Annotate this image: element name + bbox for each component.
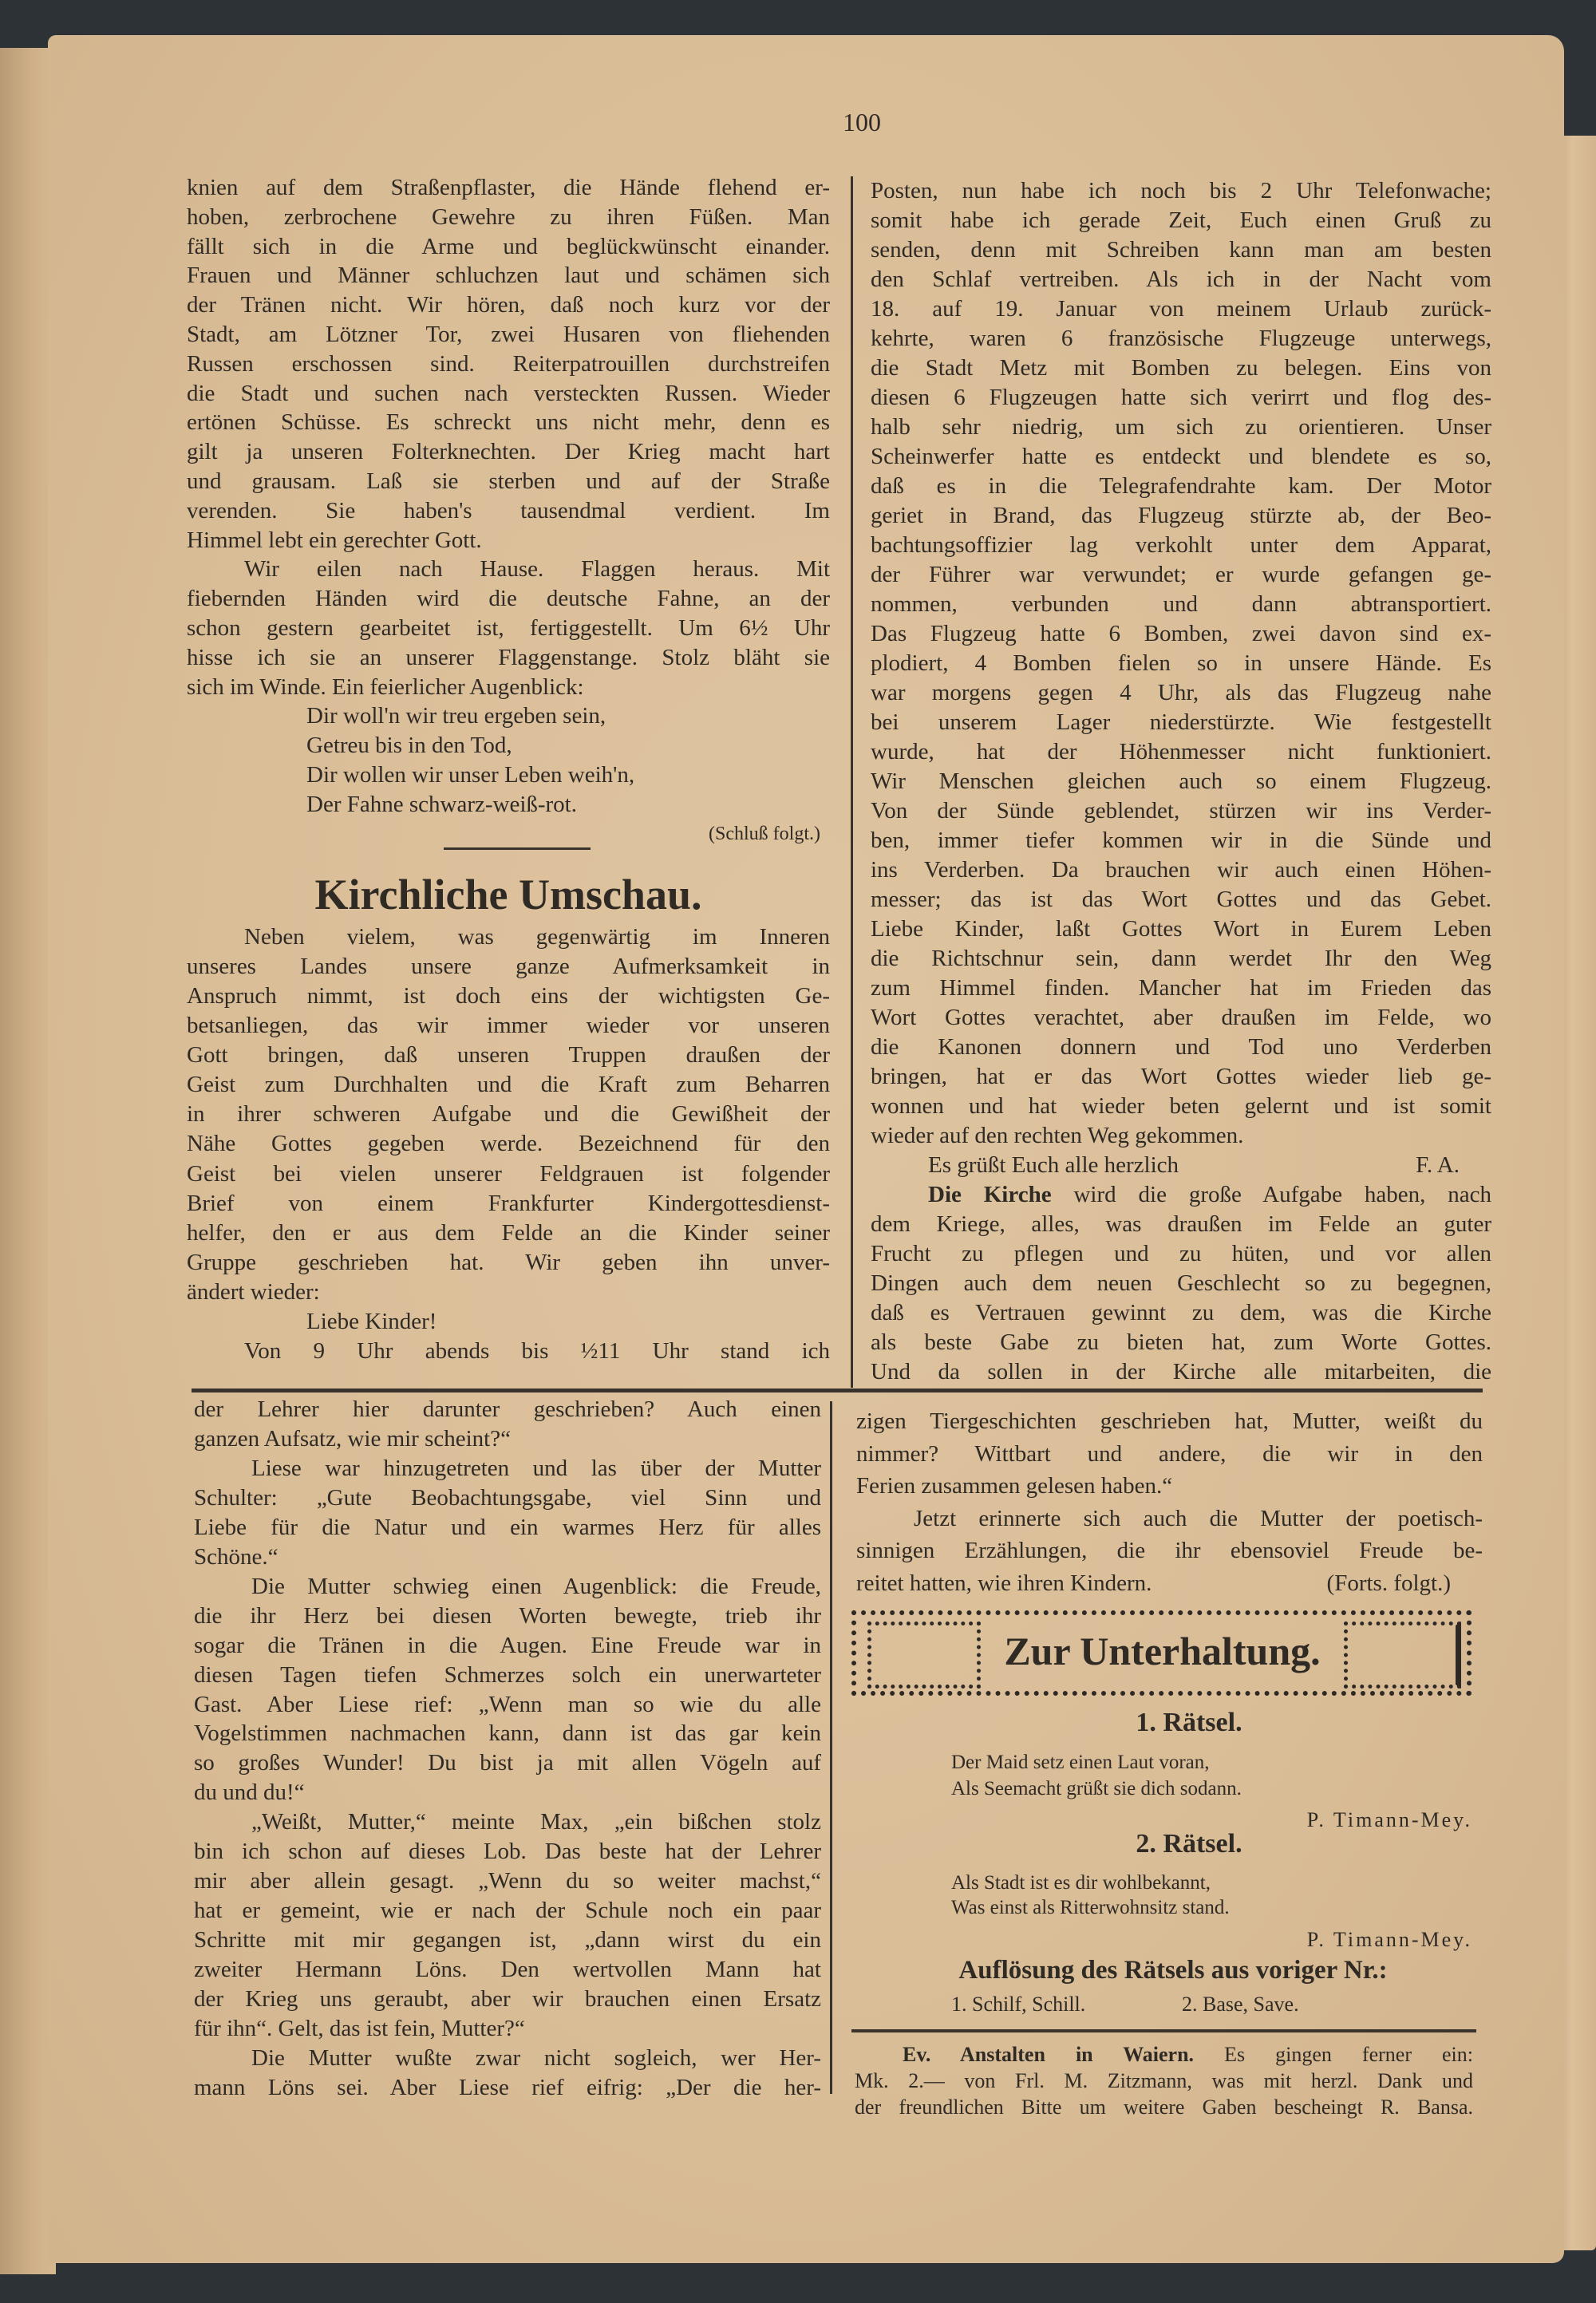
text-line: in ihrer schweren Aufgabe und die Gewißheit der xyxy=(187,1101,830,1128)
riddle-1-author: P. Timann-Mey. xyxy=(1306,1808,1472,1831)
text-line: wonnen und hat wieder beten gelernt und ist somit xyxy=(871,1093,1491,1119)
text-line: daß es in die Telegrafendrahte kam. Der Motor xyxy=(871,473,1491,499)
poem-line: Getreu bis in den Tod, xyxy=(306,733,512,759)
text-line: diesen 6 Flugzeugen hatte sich verirrt und flog des- xyxy=(871,385,1491,410)
text-line: Liebe für die Natur und ein warmes Herz für alles xyxy=(194,1514,821,1540)
text-line: bei unserem Lager niederstürzte. Wie festgestellt xyxy=(871,709,1491,735)
notice-waiern xyxy=(855,2041,1473,2120)
notice-title: Ev. Anstalten in Waiern. xyxy=(903,2043,1195,2066)
riddle-1-title: 1. Rätsel. xyxy=(1136,1708,1242,1737)
text-line: Schöne.“ xyxy=(194,1543,279,1570)
text-line: die Stadt und suchen nach versteckten Russen. Wieder xyxy=(187,380,830,406)
text-line: zweiter Hermann Löns. Den wertvollen Mann hat xyxy=(194,1957,821,1983)
text-line: Geist zum Durchhalten und die Kraft zum Beharren xyxy=(187,1072,830,1098)
text-line: 18. auf 19. Januar von meinem Urlaub zurück- xyxy=(871,296,1491,322)
text-line: und grausam. Laß sie sterben und auf der Straße xyxy=(187,468,830,494)
text-line: für ihn“. Gelt, das ist fein, Mutter?“ xyxy=(194,2016,525,2042)
page-number: 100 xyxy=(843,108,881,136)
text-line: kehrte, waren 6 französische Flugzeuge unterwegs, xyxy=(871,326,1491,351)
text-line: dem Kriege, alles, was draußen im Felde an guter xyxy=(871,1211,1491,1237)
text-line: helfer, den er aus dem Felde an die Kinder seiner xyxy=(187,1219,830,1246)
text-line: Liebe Kinder, laßt Gottes Wort in Eurem Leben xyxy=(871,916,1491,942)
ornament-box-left xyxy=(867,1622,981,1689)
text-line: so großes Wunder! Du bist ja mit allen Vögeln auf xyxy=(194,1750,821,1776)
church-paragraphs xyxy=(187,922,830,1307)
text-line: Das Flugzeug hatte 6 Bomben, zwei davon sind ex- xyxy=(871,621,1491,646)
text-line: geriet in Brand, das Flugzeug stürzte ab, der Beo- xyxy=(871,503,1491,528)
riddle-2-line: Als Stadt ist es dir wohlbekannt, xyxy=(951,1872,1211,1894)
text-line: diesen Tagen tiefen Schmerzes solch ein unerwarteter xyxy=(194,1661,821,1688)
section-heading-zur-unterhaltung: Zur Unterhaltung. xyxy=(1004,1629,1321,1673)
text-line: Posten, nun habe ich noch bis 2 Uhr Telefonwache; xyxy=(871,178,1491,203)
text-line: betsanliegen, das wir immer wieder vor unseren xyxy=(187,1013,830,1039)
poem-line: Dir wollen wir unser Leben weih'n, xyxy=(306,761,635,788)
riddle-1-line: Als Seemacht grüßt sie dich sodann. xyxy=(951,1778,1242,1799)
text-line: bachtungsoffizier lag verkohlt unter dem Apparat, xyxy=(871,532,1491,558)
text-line: schon gestern gearbeitet ist, fertiggestellt. Um 6½ Uhr xyxy=(187,614,830,641)
text-line: Russen erschossen sind. Reiterpatrouillen durchstreifen xyxy=(187,350,830,377)
text-line: Anspruch nimmt, ist doch eins der wichtigsten Ge- xyxy=(187,983,830,1009)
section-heading-kirchliche-umschau: Kirchliche Umschau. xyxy=(314,871,702,918)
serial-story-continued xyxy=(856,1405,1483,1599)
riddle-solution-1: 1. Schilf, Schill. xyxy=(951,1993,1086,2016)
text-line: als beste Gabe zu bieten hat, zum Worte Gottes. xyxy=(871,1329,1491,1355)
text-line: mir aber allein gesagt. „Wenn du so weiter machst,“ xyxy=(194,1868,821,1894)
text-line: mann Löns sei. Aber Liese rief eifrig: „Der die her- xyxy=(194,2074,821,2100)
trailing-note: F. A. xyxy=(1416,1152,1460,1178)
text-line: somit habe ich gerade Zeit, Euch einen Gruß zu xyxy=(871,207,1491,233)
text-line: ben, immer tiefer kommen wir in die Sünde und xyxy=(871,828,1491,853)
riddle-solution-2: 2. Base, Save. xyxy=(1182,1993,1299,2016)
letter-salutation: Liebe Kinder! xyxy=(306,1308,437,1334)
text-line: der Tränen nicht. Wir hören, daß noch kurz vor der xyxy=(187,292,830,318)
column-divider xyxy=(851,176,853,1388)
text-line: sinnigen Erzählungen, die ihr ebensoviel Freude be- xyxy=(856,1538,1483,1563)
text-line: nimmer? Wittbart und andere, die wir in den xyxy=(856,1440,1483,1467)
serial-story-paragraphs xyxy=(194,1395,821,2103)
text-line: zigen Tiergeschichten geschrieben hat, Mutter, weißt du xyxy=(856,1408,1483,1434)
text-line: du und du!“ xyxy=(194,1780,305,1806)
text-line: Die Kirche wird die große Aufgabe haben, nach xyxy=(928,1182,1491,1207)
text-line: hisse ich sie an unserer Flaggenstange. Stolz bläht sie xyxy=(187,644,830,670)
text-line: ins Verderben. Da brauchen wir auch einen Höhen- xyxy=(871,857,1491,883)
text-line: fällt sich in die Arme und beglückwünscht einander. xyxy=(187,233,830,259)
text-line: Vogelstimmen nachmachen kann, dann ist das gar kein xyxy=(194,1720,821,1747)
text-line: Schritte mit mir gegangen ist, „dann wirst du ein xyxy=(194,1927,821,1953)
ornament-box-right xyxy=(1344,1622,1461,1689)
letter-start xyxy=(187,1337,830,1366)
continuation-note: (Schluß folgt.) xyxy=(709,823,820,844)
text-line: Gast. Aber Liese rief: „Wenn man so wie du alle xyxy=(194,1691,821,1717)
text-line: Die Mutter schwieg einen Augenblick: die Freude, xyxy=(251,1573,821,1599)
text-line: hat er gemeint, wie er nach der Schule noch ein paar xyxy=(194,1898,821,1924)
text-line: Nähe Gottes gegeben werde. Bezeichnend für den xyxy=(187,1131,830,1157)
text-line: wieder auf den rechten Weg gekommen. xyxy=(871,1123,1244,1148)
line-text: Es grüßt Euch alle herzlich xyxy=(928,1152,1179,1178)
text-line: plodiert, 4 Bomben fielen so in unsere Hände. Es xyxy=(871,650,1491,676)
text-line xyxy=(871,1151,1491,1180)
notice-line: der freundlichen Bitte um weitere Gaben bescheingt R. Bansa. xyxy=(855,2096,1473,2119)
riddle-2-line: Was einst als Ritterwohnsitz stand. xyxy=(951,1897,1230,1918)
text-line xyxy=(856,1567,1483,1600)
column-top-right xyxy=(871,176,1491,1387)
text-line: Brief von einem Frankfurter Kindergottesdienst- xyxy=(187,1190,830,1216)
text-line: Die Mutter wußte zwar nicht sogleich, wer Her- xyxy=(251,2044,821,2071)
letter-paragraphs xyxy=(871,176,1491,1387)
text-line: Wir Menschen gleichen auch so einem Flugzeug. xyxy=(871,768,1491,794)
horizontal-divider xyxy=(192,1389,1483,1392)
text-line: daß es Vertrauen gewinnt zu dem, was die Kirche xyxy=(871,1300,1491,1325)
text-line: knien auf dem Straßenpflaster, die Hände flehend er- xyxy=(187,175,830,200)
column-divider xyxy=(830,1401,832,2094)
text-line: ändert wieder: xyxy=(187,1278,320,1305)
trailing-note: (Forts. folgt.) xyxy=(1326,1570,1451,1596)
riddle-solution-heading: Auflösung des Rätsels aus voriger Nr.: xyxy=(958,1956,1388,1985)
text-line: unseres Landes unsere ganze Aufmerksamkeit in xyxy=(187,954,830,980)
text-line: der Krieg uns geraubt, aber wir brauchen einen Ersatz xyxy=(194,1986,821,2013)
poem-line: Der Fahne schwarz-weiß-rot. xyxy=(306,791,577,817)
text-line: halb sehr niedrig, um sich zu orientieren. Unser xyxy=(871,414,1491,440)
text-line: Scheinwerfer hatte es entdeckt und blendete es so, xyxy=(871,444,1491,469)
text-line: messer; das ist das Wort Gottes und das Gebet. xyxy=(871,887,1491,912)
text-line: senden, denn mit Schreiben kann man am besten xyxy=(871,237,1491,263)
text-line: nommen, verbunden und dann abtransportiert. xyxy=(871,591,1491,617)
text-line: der Führer war verwundet; er wurde gefangen ge- xyxy=(871,562,1491,587)
riddle-2-author: P. Timann-Mey. xyxy=(1306,1928,1472,1951)
text-line: zum Himmel finden. Mancher hat im Frieden das xyxy=(871,975,1491,1001)
text-line: gilt ja unseren Folterknechten. Der Krieg macht hart xyxy=(187,439,830,465)
poem-line: Dir woll'n wir treu ergeben sein, xyxy=(306,703,606,729)
text-line: Schulter: „Gute Beobachtungsgabe, viel Sinn und xyxy=(194,1484,821,1511)
text-line: fiebernden Händen wird die deutsche Fahne, an der xyxy=(187,586,830,612)
text-line: Gruppe geschrieben hat. Wir geben ihn unver- xyxy=(187,1249,830,1275)
text-line: wurde, hat der Höhenmesser nicht funktioniert. xyxy=(871,739,1491,764)
riddle-1-line: Der Maid setz einen Laut voran, xyxy=(951,1752,1210,1773)
text-line: Wort Gottes verachtet, aber draußen im Felde, wo xyxy=(871,1005,1491,1030)
text-line: ganzen Aufsatz, wie mir scheint?“ xyxy=(194,1425,511,1452)
text-line: Neben vielem, was gegenwärtig im Inneren xyxy=(244,924,830,950)
text-line: der Lehrer hier darunter geschrieben? Auch einen xyxy=(194,1396,821,1422)
text-line: Wir eilen nach Hause. Flaggen heraus. Mit xyxy=(244,556,830,583)
text-line: „Weißt, Mutter,“ meinte Max, „ein bißchen stolz xyxy=(251,1809,821,1835)
bold-lead: Die Kirche xyxy=(928,1182,1052,1207)
text-line: verenden. Sie haben's tausendmal verdient. Im xyxy=(187,497,830,523)
text-line: Frauen und Männer schluchzen laut und schämen sich xyxy=(187,263,830,289)
text-line: hoben, zerbrochene Gewehre zu ihren Füßen. Man xyxy=(187,203,830,230)
line-text: reitet hatten, wie ihren Kindern. xyxy=(856,1570,1152,1596)
text-line: bringen, hat er das Wort Gottes wieder lieb ge- xyxy=(871,1064,1491,1089)
notice-divider xyxy=(851,2029,1476,2032)
text-line: sich im Winde. Ein feierlicher Augenblick: xyxy=(187,674,584,700)
section-divider xyxy=(444,847,591,850)
column-church-section xyxy=(187,922,830,1366)
text-line: Von 9 Uhr abends bis ½11 Uhr stand ich xyxy=(244,1337,830,1364)
text-line: Jetzt erinnerte sich auch die Mutter der poetisch- xyxy=(914,1505,1483,1531)
text-line: die Kanonen donnern und Tod uno Verderben xyxy=(871,1034,1491,1060)
text-line: Himmel lebt ein gerechter Gott. xyxy=(187,527,482,553)
column-bottom-right xyxy=(856,1405,1483,1599)
text-line: Und da sollen in der Kirche alle mitarbeiten, die xyxy=(871,1359,1491,1385)
column-top-left xyxy=(187,173,830,848)
column-bottom-left xyxy=(194,1395,821,2103)
text-line: Stadt, am Lötzner Tor, zwei Husaren von fliehenden xyxy=(187,321,830,347)
text-line: bin ich schon auf dieses Lob. Das beste hat der Lehrer xyxy=(194,1839,821,1865)
text-line: Gott bringen, daß unseren Truppen draußen der xyxy=(187,1042,830,1069)
text-line: ertönen Schüsse. Es schreckt uns nicht mehr, denn es xyxy=(187,409,830,436)
text-line: die Richtschnur sein, dann werdet Ihr den Weg xyxy=(871,946,1491,971)
text-line: Geist bei vielen unserer Feldgrauen ist folgender xyxy=(187,1160,830,1187)
story-paragraphs xyxy=(187,173,830,701)
riddle-2-title: 2. Rätsel. xyxy=(1136,1829,1242,1859)
text-line: Liese war hinzugetreten und las über der Mutter xyxy=(251,1455,821,1481)
notice-line: Mk. 2.— von Frl. M. Zitzmann, was mit herzl. Dank und xyxy=(855,2069,1473,2092)
text-line: Von der Sünde geblendet, stürzen wir ins Verder- xyxy=(871,798,1491,824)
notice-line xyxy=(855,2041,1473,2068)
text-line: den Schlaf vertreiben. Als ich in der Nacht vom xyxy=(871,267,1491,292)
text-line: die ihr Herz bei diesen Worten bewegte, trieb ihr xyxy=(194,1602,821,1629)
notice-text: Es gingen ferner ein: xyxy=(1224,2043,1473,2066)
text-line: sogar die Tränen in die Augen. Eine Freude war in xyxy=(194,1632,821,1658)
text-line: war morgens gegen 4 Uhr, als das Flugzeug nahe xyxy=(871,680,1491,705)
text-line: die Stadt Metz mit Bomben zu belegen. Eins von xyxy=(871,355,1491,381)
text-line: Frucht zu pflegen und zu hüten, und vor allen xyxy=(871,1241,1491,1266)
text-line: Dingen auch dem neuen Geschlecht so zu begegnen, xyxy=(871,1270,1491,1296)
text-line: Ferien zusammen gelesen haben.“ xyxy=(856,1473,1173,1499)
